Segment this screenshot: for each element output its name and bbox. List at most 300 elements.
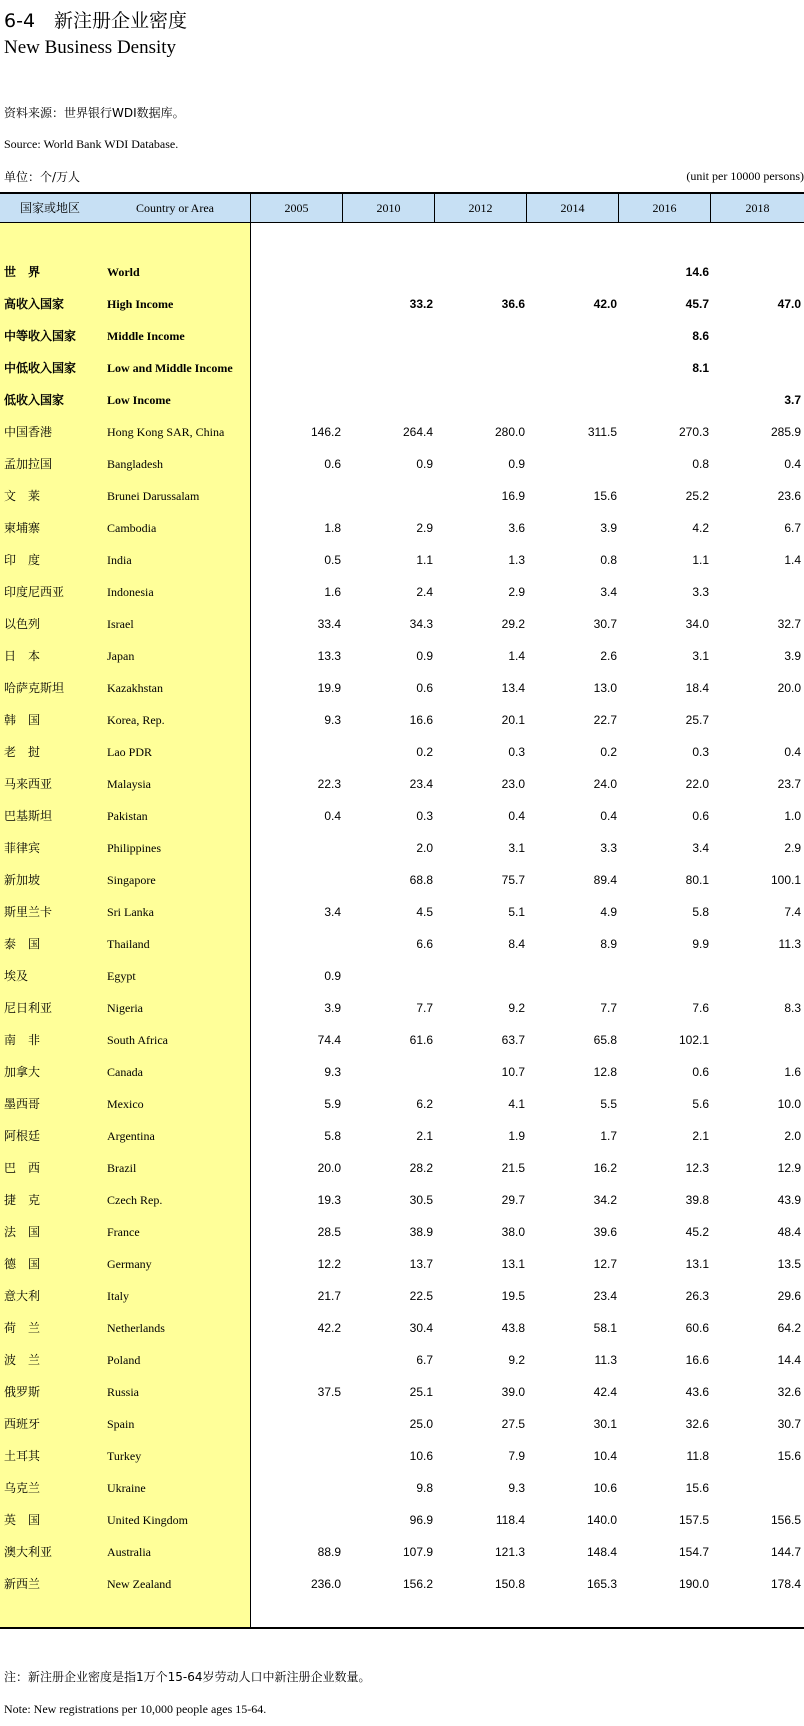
row-value-2010: 6.6	[416, 937, 433, 951]
row-value-2010: 0.3	[416, 809, 433, 823]
row-value-2012: 3.6	[508, 521, 525, 535]
row-value-2014: 16.2	[593, 1161, 617, 1175]
row-value-2012: 280.0	[494, 425, 525, 439]
row-country-en: Mexico	[107, 1097, 144, 1111]
table-row	[0, 832, 804, 864]
row-country-en: Low and Middle Income	[107, 361, 233, 375]
row-value-2014: 89.4	[593, 873, 617, 887]
table-header	[0, 194, 804, 223]
row-country-cn: 日 本	[4, 649, 41, 663]
row-value-2016: 154.7	[678, 1545, 709, 1559]
row-country-en: Spain	[107, 1417, 135, 1431]
row-country-cn: 马来西亚	[4, 777, 53, 791]
row-value-2014: 4.9	[600, 905, 617, 919]
row-value-2018: 43.9	[777, 1193, 801, 1207]
table-row	[0, 1312, 804, 1344]
table-row	[0, 928, 804, 960]
row-country-en: Philippines	[107, 841, 162, 855]
row-value-2018: 1.0	[784, 809, 801, 823]
row-value-2005: 13.3	[317, 649, 341, 663]
row-country-en: France	[107, 1225, 140, 1239]
row-value-2012: 36.6	[501, 297, 525, 311]
row-value-2018: 285.9	[770, 425, 801, 439]
row-country-en: Germany	[107, 1257, 152, 1271]
row-country-cn: 菲律宾	[4, 841, 41, 855]
row-country-cn: 西班牙	[4, 1417, 41, 1431]
row-country-en: India	[107, 553, 132, 567]
row-country-cn: 埃及	[4, 969, 29, 983]
row-country-en: Poland	[107, 1353, 141, 1367]
row-value-2010: 4.5	[416, 905, 433, 919]
row-value-2005: 19.9	[317, 681, 341, 695]
table-row	[0, 608, 804, 640]
row-value-2016: 43.6	[685, 1385, 709, 1399]
table-row	[0, 544, 804, 576]
row-value-2016: 0.8	[692, 457, 709, 471]
row-value-2010: 33.2	[409, 297, 433, 311]
row-value-2018: 100.1	[770, 873, 801, 887]
row-value-2005: 146.2	[310, 425, 341, 439]
row-country-cn: 乌克兰	[4, 1481, 41, 1495]
row-value-2018: 23.6	[777, 489, 801, 503]
row-value-2018: 7.4	[784, 905, 801, 919]
row-country-cn: 意大利	[4, 1289, 41, 1303]
row-value-2018: 178.4	[770, 1577, 801, 1591]
row-value-2005: 5.9	[324, 1097, 341, 1111]
row-value-2016: 39.8	[685, 1193, 709, 1207]
table-row	[0, 1344, 804, 1376]
row-country-en: Turkey	[107, 1449, 142, 1463]
header-year-2016: 2016	[619, 194, 711, 222]
row-value-2012: 4.1	[508, 1097, 525, 1111]
row-value-2016: 45.7	[685, 297, 709, 311]
header-year-2014: 2014	[527, 194, 619, 222]
row-value-2014: 39.6	[593, 1225, 617, 1239]
row-country-cn: 柬埔寨	[4, 521, 41, 535]
row-value-2014: 5.5	[600, 1097, 617, 1111]
row-value-2010: 6.2	[416, 1097, 433, 1111]
row-value-2012: 121.3	[494, 1545, 525, 1559]
row-value-2016: 190.0	[678, 1577, 709, 1591]
table-row	[0, 448, 804, 480]
row-value-2016: 5.6	[692, 1097, 709, 1111]
row-value-2016: 18.4	[685, 681, 709, 695]
table-row	[0, 320, 804, 352]
row-value-2018: 0.4	[784, 745, 801, 759]
table-row	[0, 1376, 804, 1408]
row-value-2014: 0.2	[600, 745, 617, 759]
row-value-2014: 0.8	[600, 553, 617, 567]
row-country-en: Malaysia	[107, 777, 151, 791]
row-value-2018: 1.4	[784, 553, 801, 567]
row-value-2016: 0.3	[692, 745, 709, 759]
row-value-2012: 10.7	[501, 1065, 525, 1079]
row-value-2005: 22.3	[317, 777, 341, 791]
row-value-2010: 1.1	[416, 553, 433, 567]
row-value-2014: 58.1	[593, 1321, 617, 1335]
row-value-2014: 3.4	[600, 585, 617, 599]
row-value-2012: 118.4	[495, 1513, 525, 1527]
row-value-2014: 34.2	[593, 1193, 617, 1207]
table-row	[0, 1216, 804, 1248]
row-country-cn: 捷 克	[4, 1193, 41, 1207]
row-value-2014: 30.7	[593, 617, 617, 631]
header-year-2012: 2012	[435, 194, 527, 222]
row-country-en: Low Income	[107, 393, 171, 407]
row-value-2016: 5.8	[692, 905, 709, 919]
row-value-2018: 3.7	[784, 393, 801, 407]
row-value-2016: 0.6	[692, 809, 709, 823]
row-value-2010: 96.9	[409, 1513, 433, 1527]
row-value-2016: 13.1	[685, 1257, 709, 1271]
row-country-cn: 哈萨克斯坦	[4, 681, 65, 695]
row-value-2010: 38.9	[409, 1225, 433, 1239]
row-value-2005: 0.4	[324, 809, 341, 823]
row-value-2014: 11.3	[594, 1353, 617, 1367]
row-value-2014: 30.1	[593, 1417, 617, 1431]
note-en: Note: New registrations per 10,000 people ages 15-64.	[4, 1702, 267, 1716]
row-value-2012: 3.1	[508, 841, 525, 855]
row-value-2018: 20.0	[777, 681, 801, 695]
table-row	[0, 736, 804, 768]
table-row	[0, 576, 804, 608]
row-value-2014: 165.3	[586, 1577, 617, 1591]
row-country-cn: 巴 西	[4, 1161, 41, 1175]
row-value-2010: 30.5	[409, 1193, 433, 1207]
row-country-en: Japan	[107, 649, 135, 663]
row-value-2012: 19.5	[501, 1289, 525, 1303]
table-row	[0, 1056, 804, 1088]
row-value-2018: 48.4	[777, 1225, 801, 1239]
row-value-2016: 14.6	[685, 265, 709, 279]
row-value-2010: 0.9	[416, 649, 433, 663]
row-value-2005: 1.8	[324, 521, 341, 535]
row-value-2018: 32.7	[777, 617, 801, 631]
row-country-en: Argentina	[107, 1129, 155, 1143]
row-value-2016: 3.1	[692, 649, 709, 663]
table-row	[0, 704, 804, 736]
table-row	[0, 1408, 804, 1440]
row-country-cn: 土耳其	[4, 1449, 41, 1463]
page-title-en: New Business Density	[4, 37, 177, 58]
row-country-en: Czech Rep.	[107, 1193, 163, 1207]
header-year-2010: 2010	[343, 194, 435, 222]
row-value-2016: 2.1	[692, 1129, 709, 1143]
row-value-2005: 12.2	[317, 1257, 341, 1271]
row-value-2014: 7.7	[600, 1001, 617, 1015]
row-value-2012: 9.3	[508, 1481, 525, 1495]
row-value-2012: 29.2	[501, 617, 525, 631]
row-value-2010: 30.4	[409, 1321, 433, 1335]
row-value-2018: 0.4	[784, 457, 801, 471]
row-country-cn: 老 挝	[4, 745, 41, 759]
row-value-2012: 27.5	[501, 1417, 525, 1431]
row-value-2010: 61.6	[409, 1033, 433, 1047]
row-value-2014: 10.4	[593, 1449, 617, 1463]
row-value-2012: 13.4	[501, 681, 525, 695]
row-value-2012: 29.7	[501, 1193, 525, 1207]
row-value-2014: 42.4	[593, 1385, 617, 1399]
row-value-2012: 5.1	[508, 905, 525, 919]
row-country-en: Ukraine	[107, 1481, 146, 1495]
table-row	[0, 512, 804, 544]
row-value-2016: 8.6	[692, 329, 709, 343]
row-country-en: High Income	[107, 297, 174, 311]
source-en: Source: World Bank WDI Database.	[4, 137, 179, 151]
row-value-2010: 156.2	[402, 1577, 433, 1591]
row-value-2012: 0.4	[508, 809, 525, 823]
row-country-en: Pakistan	[107, 809, 148, 823]
row-value-2018: 2.0	[784, 1129, 801, 1143]
row-value-2005: 37.5	[317, 1385, 341, 1399]
row-country-cn: 英 国	[4, 1513, 41, 1527]
row-country-cn: 俄罗斯	[4, 1385, 41, 1399]
row-value-2018: 11.3	[778, 937, 801, 951]
row-country-en: Italy	[107, 1289, 129, 1303]
table-row	[0, 992, 804, 1024]
row-value-2005: 21.7	[317, 1289, 341, 1303]
row-value-2005: 9.3	[324, 713, 341, 727]
row-value-2014: 13.0	[593, 681, 617, 695]
row-value-2016: 45.2	[685, 1225, 709, 1239]
row-value-2012: 7.9	[508, 1449, 525, 1463]
row-country-en: Korea, Rep.	[107, 713, 165, 727]
row-country-en: Netherlands	[107, 1321, 165, 1335]
row-country-en: Middle Income	[107, 329, 185, 343]
row-value-2016: 8.1	[692, 361, 709, 375]
row-country-en: Cambodia	[107, 521, 157, 535]
row-value-2018: 1.6	[784, 1065, 801, 1079]
row-country-cn: 新加坡	[4, 873, 41, 887]
row-value-2016: 32.6	[685, 1417, 709, 1431]
row-value-2012: 1.9	[508, 1129, 525, 1143]
row-value-2010: 25.0	[409, 1417, 433, 1431]
row-country-cn: 澳大利亚	[4, 1545, 53, 1559]
row-value-2012: 150.8	[494, 1577, 525, 1591]
row-value-2010: 264.4	[402, 425, 433, 439]
page-title-cn: 6-4 新注册企业密度	[4, 10, 188, 32]
row-value-2010: 13.7	[409, 1257, 433, 1271]
row-value-2012: 13.1	[501, 1257, 525, 1271]
row-value-2012: 39.0	[501, 1385, 525, 1399]
row-value-2014: 24.0	[593, 777, 617, 791]
row-value-2014: 15.6	[593, 489, 617, 503]
row-country-cn: 高收入国家	[4, 297, 65, 311]
table-row	[0, 1536, 804, 1568]
row-value-2010: 2.1	[416, 1129, 433, 1143]
row-country-en: Egypt	[107, 969, 136, 983]
table-row	[0, 416, 804, 448]
row-value-2010: 9.8	[416, 1481, 433, 1495]
row-value-2005: 28.5	[317, 1225, 341, 1239]
row-value-2016: 1.1	[692, 553, 709, 567]
row-value-2018: 32.6	[777, 1385, 801, 1399]
row-value-2010: 25.1	[409, 1385, 433, 1399]
row-country-cn: 德 国	[4, 1257, 41, 1271]
row-value-2010: 0.6	[416, 681, 433, 695]
row-value-2014: 10.6	[593, 1481, 617, 1495]
row-country-cn: 孟加拉国	[4, 457, 53, 471]
row-country-en: Bangladesh	[107, 457, 163, 471]
row-value-2016: 3.3	[692, 585, 709, 599]
row-value-2010: 6.7	[416, 1353, 433, 1367]
row-value-2010: 107.9	[402, 1545, 433, 1559]
row-value-2014: 8.9	[600, 937, 617, 951]
row-country-cn: 泰 国	[4, 937, 41, 951]
unit-cn: 单位：个/万人	[4, 170, 81, 184]
row-value-2005: 9.3	[324, 1065, 341, 1079]
row-value-2018: 64.2	[777, 1321, 801, 1335]
row-value-2005: 3.9	[324, 1001, 341, 1015]
row-value-2016: 7.6	[692, 1001, 709, 1015]
row-value-2018: 23.7	[777, 777, 801, 791]
table-row	[0, 1152, 804, 1184]
table-row	[0, 1120, 804, 1152]
row-value-2005: 88.9	[317, 1545, 341, 1559]
row-value-2018: 2.9	[784, 841, 801, 855]
table-row	[0, 1024, 804, 1056]
row-value-2016: 102.1	[678, 1033, 709, 1047]
row-value-2018: 29.6	[777, 1289, 801, 1303]
table-row	[0, 864, 804, 896]
row-country-cn: 印度尼西亚	[4, 585, 65, 599]
row-country-cn: 巴基斯坦	[4, 809, 53, 823]
row-value-2010: 28.2	[409, 1161, 433, 1175]
row-country-cn: 中低收入国家	[4, 361, 77, 375]
row-value-2014: 1.7	[600, 1129, 617, 1143]
row-value-2016: 80.1	[685, 873, 709, 887]
row-value-2012: 63.7	[501, 1033, 525, 1047]
row-value-2012: 43.8	[501, 1321, 525, 1335]
row-country-en: New Zealand	[107, 1577, 172, 1591]
row-country-cn: 尼日利亚	[4, 1001, 53, 1015]
row-value-2018: 156.5	[770, 1513, 801, 1527]
table-row	[0, 896, 804, 928]
row-country-en: Indonesia	[107, 585, 154, 599]
row-country-cn: 低收入国家	[4, 393, 65, 407]
row-value-2016: 26.3	[685, 1289, 709, 1303]
row-country-en: World	[107, 265, 140, 279]
row-country-en: Brunei Darussalam	[107, 489, 200, 503]
row-value-2005: 19.3	[317, 1193, 341, 1207]
row-value-2014: 23.4	[593, 1289, 617, 1303]
row-country-cn: 波 兰	[4, 1353, 41, 1367]
row-value-2012: 8.4	[508, 937, 525, 951]
row-country-cn: 世 界	[4, 265, 41, 279]
row-value-2016: 22.0	[685, 777, 709, 791]
row-value-2014: 0.4	[600, 809, 617, 823]
row-value-2018: 13.5	[777, 1257, 801, 1271]
row-country-en: United Kingdom	[107, 1513, 188, 1527]
table-row	[0, 1280, 804, 1312]
row-country-en: Kazakhstan	[107, 681, 163, 695]
row-value-2014: 22.7	[593, 713, 617, 727]
row-value-2010: 16.6	[409, 713, 433, 727]
row-value-2018: 8.3	[784, 1001, 801, 1015]
note-cn: 注：新注册企业密度是指1万个15-64岁劳动人口中新注册企业数量。	[4, 1670, 371, 1684]
row-country-en: Sri Lanka	[107, 905, 154, 919]
row-value-2012: 9.2	[508, 1353, 525, 1367]
row-value-2010: 34.3	[409, 617, 433, 631]
row-country-cn: 以色列	[4, 617, 41, 631]
row-country-cn: 文 莱	[4, 489, 41, 503]
row-value-2005: 42.2	[317, 1321, 341, 1335]
row-value-2014: 3.9	[600, 521, 617, 535]
row-country-en: Singapore	[107, 873, 156, 887]
row-value-2012: 1.4	[508, 649, 525, 663]
row-country-cn: 加拿大	[4, 1065, 41, 1079]
row-value-2012: 2.9	[508, 585, 525, 599]
row-value-2010: 2.9	[416, 521, 433, 535]
table-row	[0, 960, 804, 992]
row-value-2018: 10.0	[777, 1097, 801, 1111]
row-value-2016: 3.4	[692, 841, 709, 855]
table-row	[0, 352, 804, 384]
row-value-2018: 144.7	[770, 1545, 801, 1559]
table-row	[0, 1440, 804, 1472]
row-value-2012: 21.5	[501, 1161, 525, 1175]
row-value-2010: 0.9	[416, 457, 433, 471]
table-row	[0, 1568, 804, 1600]
row-value-2014: 12.8	[593, 1065, 617, 1079]
row-value-2005: 0.5	[324, 553, 341, 567]
row-value-2014: 2.6	[600, 649, 617, 663]
row-value-2005: 74.4	[317, 1033, 341, 1047]
row-value-2012: 1.3	[508, 553, 525, 567]
row-value-2016: 16.6	[685, 1353, 709, 1367]
row-value-2016: 25.2	[685, 489, 709, 503]
row-country-cn: 阿根廷	[4, 1129, 41, 1143]
row-value-2010: 7.7	[416, 1001, 433, 1015]
row-value-2012: 0.3	[508, 745, 525, 759]
row-country-cn: 中国香港	[4, 425, 53, 439]
row-value-2014: 65.8	[593, 1033, 617, 1047]
row-country-cn: 墨西哥	[4, 1097, 41, 1111]
row-value-2016: 0.6	[692, 1065, 709, 1079]
row-value-2010: 10.6	[409, 1449, 433, 1463]
source-cn: 资料来源：世界银行WDI数据库。	[4, 106, 185, 120]
header-country-cn: 国家或地区	[19, 201, 80, 215]
data-table	[0, 192, 804, 1629]
row-country-cn: 新西兰	[4, 1577, 41, 1591]
row-value-2016: 34.0	[685, 617, 709, 631]
table-row	[0, 256, 804, 288]
row-value-2014: 148.4	[586, 1545, 617, 1559]
table-row	[0, 384, 804, 416]
row-value-2012: 38.0	[501, 1225, 525, 1239]
row-value-2012: 20.1	[501, 713, 525, 727]
header-year-2018: 2018	[745, 201, 770, 215]
row-value-2010: 0.2	[416, 745, 433, 759]
row-value-2018: 15.6	[777, 1449, 801, 1463]
row-value-2010: 68.8	[409, 873, 433, 887]
row-country-en: Canada	[107, 1065, 143, 1079]
row-value-2005: 33.4	[317, 617, 341, 631]
row-value-2012: 23.0	[501, 777, 525, 791]
row-value-2016: 25.7	[685, 713, 709, 727]
table-row	[0, 1088, 804, 1120]
row-country-cn: 中等收入国家	[4, 329, 77, 343]
row-value-2016: 270.3	[678, 425, 709, 439]
row-value-2014: 140.0	[586, 1513, 617, 1527]
row-value-2005: 0.6	[324, 457, 341, 471]
row-country-cn: 韩 国	[4, 713, 41, 727]
row-value-2018: 47.0	[777, 297, 801, 311]
row-country-en: Brazil	[107, 1161, 137, 1175]
row-country-en: Lao PDR	[107, 745, 152, 759]
row-value-2018: 30.7	[777, 1417, 801, 1431]
row-value-2016: 11.8	[686, 1449, 709, 1463]
